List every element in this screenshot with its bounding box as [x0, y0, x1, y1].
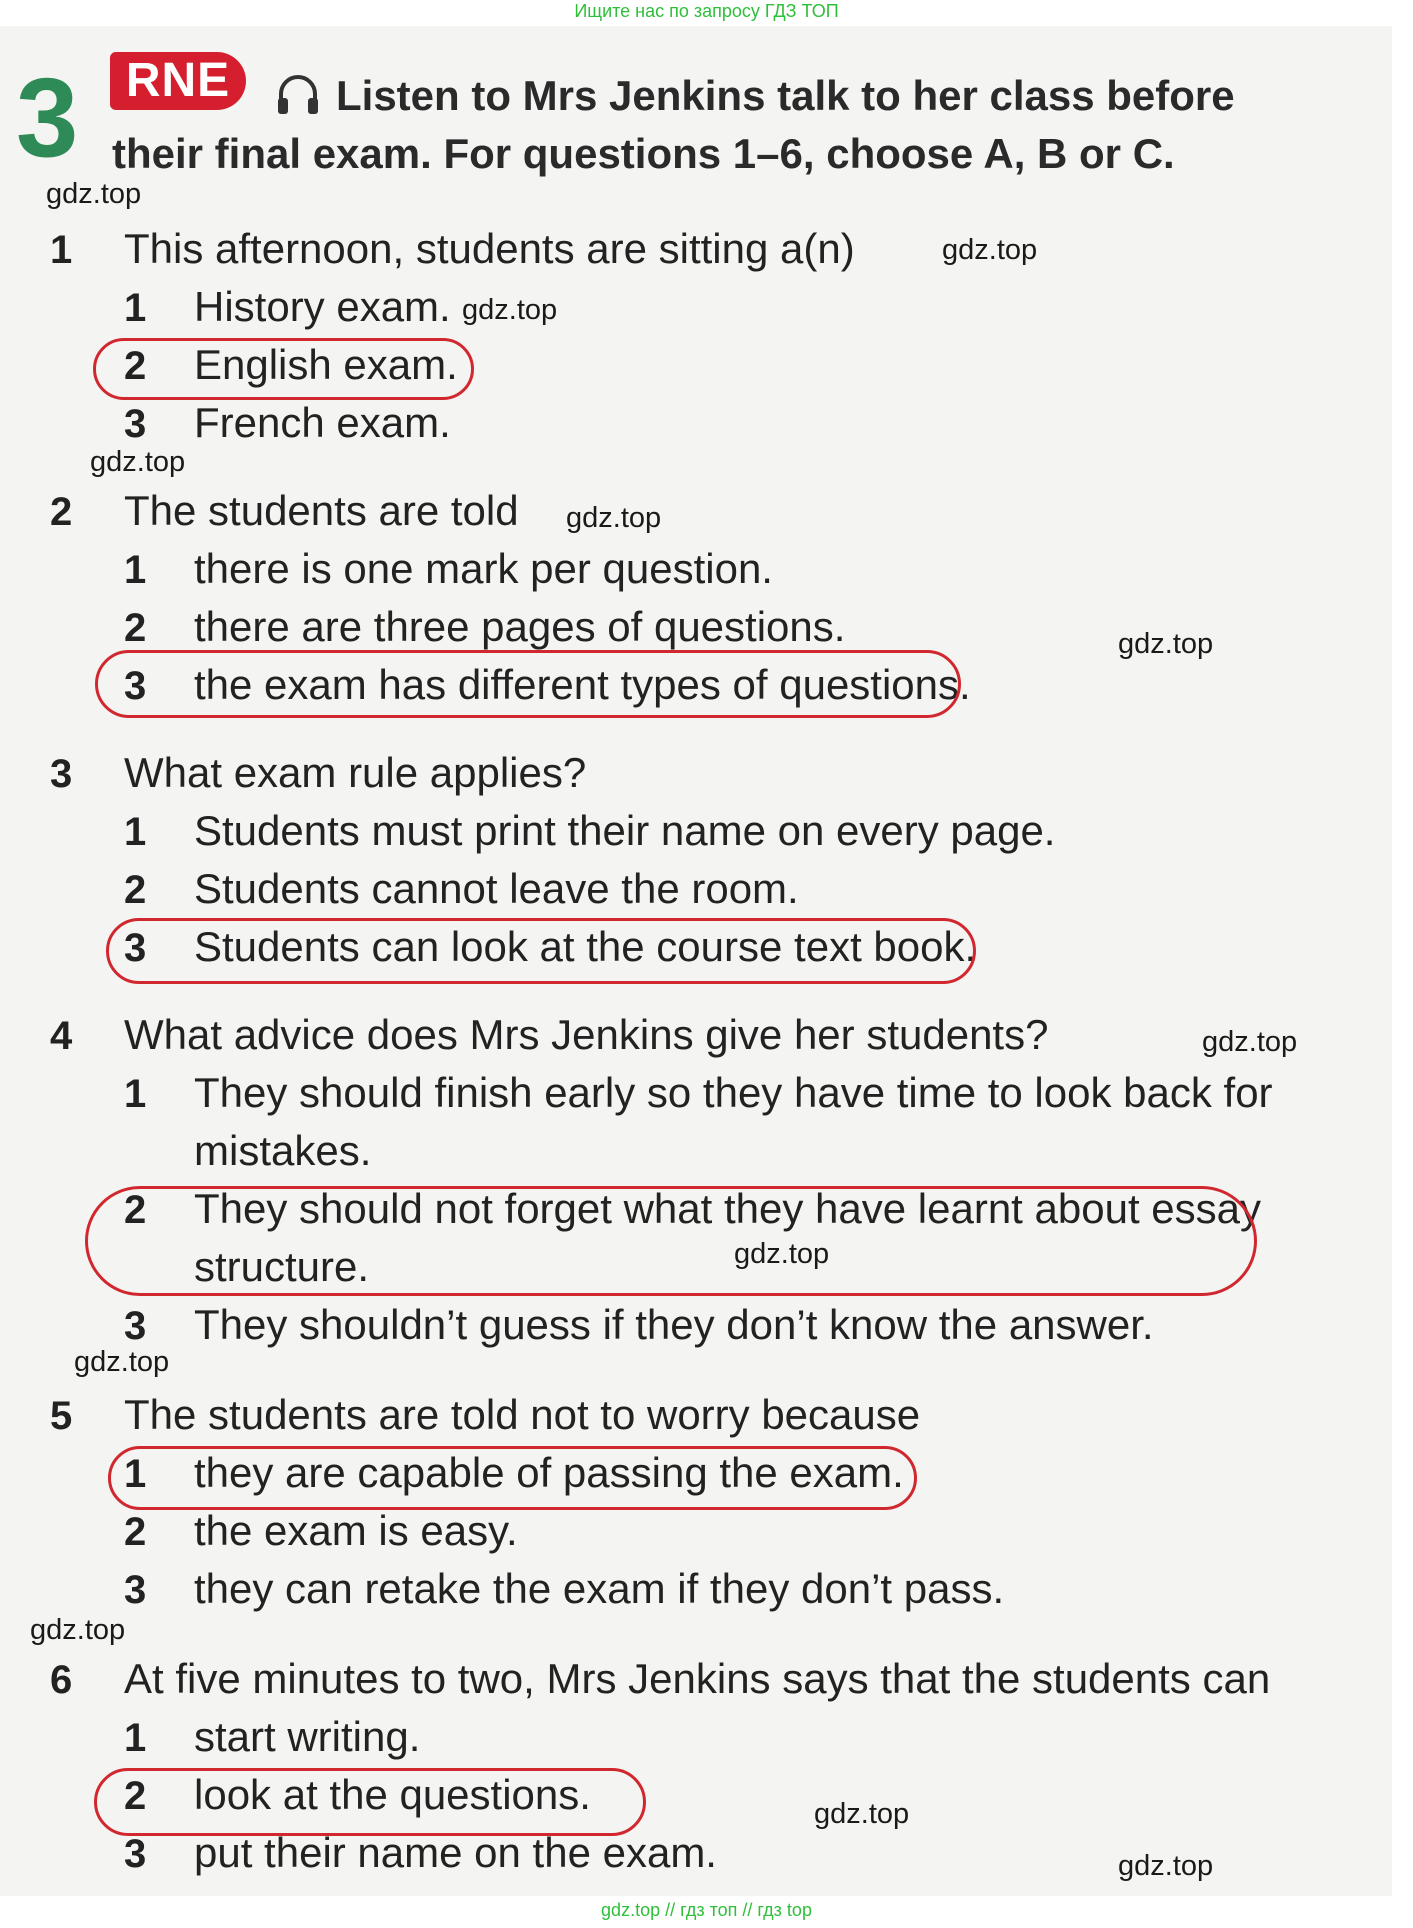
option-number: 1 — [124, 548, 147, 592]
option-text: put their name on the exam. — [194, 1829, 717, 1876]
option-text-continued: structure. — [194, 1243, 370, 1290]
watermark: gdz.top — [942, 234, 1038, 266]
option-text: they are capable of passing the exam. — [194, 1449, 904, 1496]
instruction-line-1: Listen to Mrs Jenkins talk to her class before — [336, 72, 1235, 119]
option-number: 1 — [124, 1072, 147, 1116]
question-number: 5 — [50, 1394, 73, 1438]
top-banner[interactable]: Ищите нас по запросу ГДЗ ТОП — [574, 1, 839, 21]
option-text: Students must print their name on every page. — [194, 807, 1056, 854]
watermark: gdz.top — [1118, 1850, 1214, 1882]
option-number: 2 — [124, 868, 147, 912]
question-text: At five minutes to two, Mrs Jenkins says that the students can — [124, 1655, 1271, 1702]
option-text: They should not forget what they have learnt about essay — [194, 1185, 1262, 1232]
footer-links[interactable]: gdz.top // гдз топ // гдз top — [601, 1900, 812, 1920]
option-text-continued: mistakes. — [194, 1127, 372, 1174]
watermark: gdz.top — [74, 1346, 170, 1378]
page-margin — [1392, 0, 1413, 1928]
option-text: they can retake the exam if they don’t pass. — [194, 1565, 1005, 1612]
option-number: 2 — [124, 1510, 147, 1554]
exercise-number: 3 — [16, 55, 77, 180]
option-text: the exam has different types of questions. — [194, 661, 971, 708]
option-number: 3 — [124, 1304, 147, 1348]
option-text: there are three pages of questions. — [194, 603, 846, 650]
watermark: gdz.top — [814, 1798, 910, 1830]
option-text: look at the questions. — [194, 1771, 591, 1818]
option-text: Students can look at the course text book. — [194, 923, 977, 970]
option-text: English exam. — [194, 341, 458, 388]
question-number: 3 — [50, 752, 73, 796]
option-number: 2 — [124, 1774, 147, 1818]
watermark: gdz.top — [30, 1614, 126, 1646]
watermark: gdz.top — [734, 1238, 830, 1270]
question-text: This afternoon, students are sitting a(n) — [124, 225, 855, 272]
option-number: 1 — [124, 286, 147, 330]
option-number: 3 — [124, 926, 147, 970]
answer-circle-q3 — [106, 918, 976, 984]
option-number: 2 — [124, 344, 147, 388]
option-text: They should finish early so they have time to look back for — [194, 1069, 1273, 1116]
answer-circle-q1 — [93, 338, 474, 400]
watermark: gdz.top — [90, 446, 186, 478]
option-number: 1 — [124, 810, 147, 854]
answer-circle-q5 — [108, 1446, 917, 1510]
option-text: there is one mark per question. — [194, 545, 773, 592]
option-text: start writing. — [194, 1713, 421, 1760]
option-text: French exam. — [194, 399, 451, 446]
option-text: the exam is easy. — [194, 1507, 518, 1554]
option-text: History exam. — [194, 283, 451, 330]
question-text: What exam rule applies? — [124, 749, 587, 796]
option-number: 3 — [124, 664, 147, 708]
answer-circle-q2 — [95, 650, 961, 718]
question-number: 6 — [50, 1658, 73, 1702]
question-text: What advice does Mrs Jenkins give her students? — [124, 1011, 1049, 1058]
rne-badge: RNE — [110, 52, 246, 110]
question-text: The students are told — [124, 487, 519, 534]
option-number: 3 — [124, 1568, 147, 1612]
option-text: Students cannot leave the room. — [194, 865, 799, 912]
option-number: 1 — [124, 1452, 147, 1496]
answer-circle-q4 — [85, 1186, 1257, 1296]
option-number: 2 — [124, 1188, 147, 1232]
option-number: 3 — [124, 1832, 147, 1876]
question-number: 4 — [50, 1014, 73, 1058]
watermark: gdz.top — [566, 502, 662, 534]
watermark: gdz.top — [46, 178, 142, 210]
watermark: gdz.top — [1202, 1026, 1298, 1058]
watermark: gdz.top — [462, 294, 558, 326]
option-number: 2 — [124, 606, 147, 650]
option-text: They shouldn’t guess if they don’t know the answer. — [194, 1301, 1154, 1348]
watermark: gdz.top — [1118, 628, 1214, 660]
instruction-line-2: their final exam. For questions 1–6, choose A, B or C. — [112, 130, 1175, 177]
option-number: 3 — [124, 402, 147, 446]
headphones-icon — [275, 72, 321, 116]
question-text: The students are told not to worry because — [124, 1391, 921, 1438]
question-number: 2 — [50, 490, 73, 534]
question-number: 1 — [50, 228, 73, 272]
answer-circle-q6 — [94, 1768, 646, 1836]
option-number: 1 — [124, 1716, 147, 1760]
